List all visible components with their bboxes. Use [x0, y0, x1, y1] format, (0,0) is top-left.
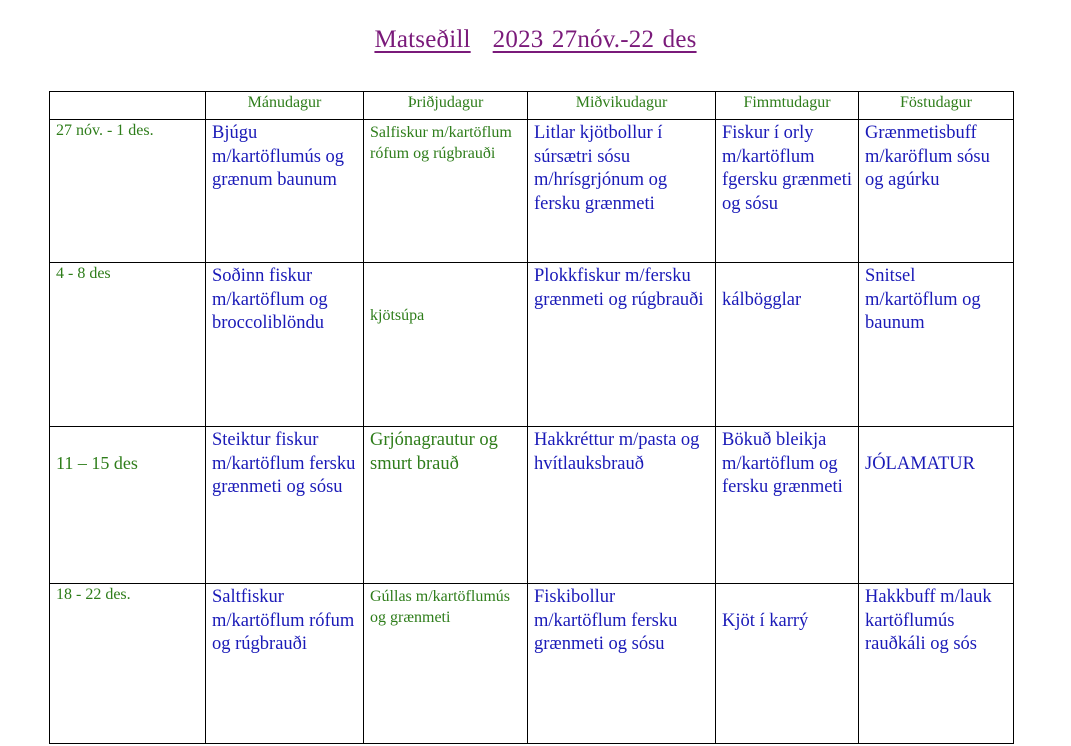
meal-cell: Plokkfiskur m/fersku grænmeti og rúgbrauði [528, 263, 716, 427]
meal-cell: Snitsel m/kartöflum og baunum [859, 263, 1014, 427]
day-header-friday: Föstudagur [859, 92, 1014, 120]
meal-cell: Grænmetisbuff m/karöflum sósu og agúrku [859, 120, 1014, 263]
week-label: 11 – 15 des [50, 427, 206, 584]
meal-cell: Hakkbuff m/lauk kartöflumús rauðkáli og sós [859, 584, 1014, 744]
week-row [50, 427, 1014, 584]
menu-table [49, 91, 1014, 744]
week-row [50, 263, 1014, 427]
meal-cell: Bökuð bleikja m/kartöflum og fersku grænmeti [716, 427, 859, 584]
week-row [50, 584, 1014, 744]
day-header-tuesday: Þriðjudagur [364, 92, 528, 120]
title-word: Matseðill [374, 26, 471, 53]
week-label: 4 - 8 des [50, 263, 206, 427]
day-header-wednesday: Miðvikudagur [528, 92, 716, 120]
meal-cell: Salfiskur m/kartöflum rófum og rúgbrauði [364, 120, 528, 263]
week-row [50, 120, 1014, 263]
header-row [50, 92, 1014, 120]
title-dates: 2023 27nóv.-22 des [492, 26, 697, 53]
corner-cell [50, 92, 206, 120]
meal-cell: Litlar kjötbollur í súrsætri sósu m/hrísgrjónum og fersku grænmeti [528, 120, 716, 263]
meal-cell: Fiskibollur m/kartöflum fersku grænmeti og sósu [528, 584, 716, 744]
meal-cell: Fiskur í orly m/kartöflum fgersku grænmeti og sósu [716, 120, 859, 263]
meal-cell: Gúllas m/kartöflumús og grænmeti [364, 584, 528, 744]
meal-cell: kálbögglar [716, 263, 859, 427]
meal-cell: Grjónagrautur og smurt brauð [364, 427, 528, 584]
day-header-monday: Mánudagur [206, 92, 364, 120]
page-title [0, 26, 1071, 54]
week-label: 18 - 22 des. [50, 584, 206, 744]
meal-cell: Kjöt í karrý [716, 584, 859, 744]
meal-cell: Soðinn fiskur m/kartöflum og broccoliblöndu [206, 263, 364, 427]
meal-cell: Hakkréttur m/pasta og hvítlauksbrauð [528, 427, 716, 584]
meal-cell: Steiktur fiskur m/kartöflum fersku grænmeti og sósu [206, 427, 364, 584]
day-header-thursday: Fimmtudagur [716, 92, 859, 120]
meal-cell: kjötsúpa [364, 263, 528, 427]
meal-cell: Saltfiskur m/kartöflum rófum og rúgbrauði [206, 584, 364, 744]
week-label: 27 nóv. - 1 des. [50, 120, 206, 263]
meal-cell: JÓLAMATUR [859, 427, 1014, 584]
meal-cell: Bjúgu m/kartöflumús og grænum baunum [206, 120, 364, 263]
